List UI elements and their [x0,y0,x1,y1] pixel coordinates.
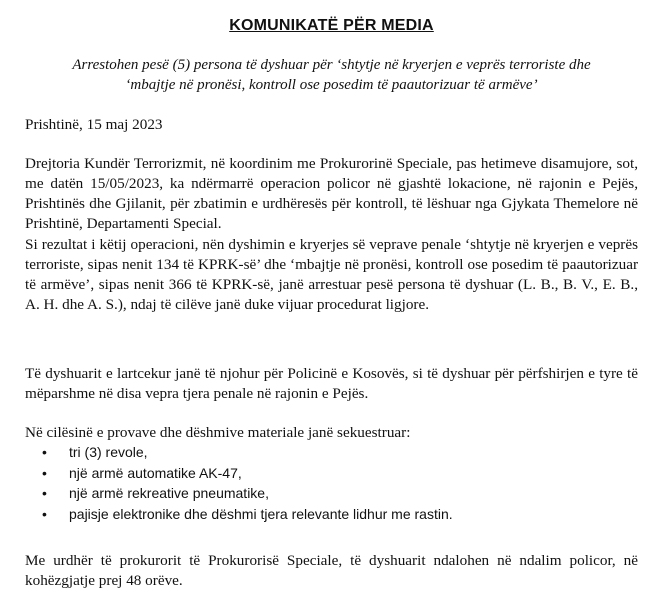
document-subtitle [40,55,623,95]
paragraph-suspects: Të dyshuarit e lartcekur janë të njohur për Policinë e Kosovës, si të dyshuar për përfshirjen e tyre të mëparshme në disa vepra tjera penale në rajonin e Pejës. [25,365,638,402]
list-item [42,483,453,504]
paragraph-detention: Me urdhër të prokurorit të Prokurorisë Speciale, të dyshuarit ndalohen në ndalim policor, në kohëzgjatje prej 48 orëve. [25,552,638,589]
bullet-icon: • [42,444,47,460]
date-line: Prishtinë, 15 maj 2023 [25,116,163,133]
bullet-icon: • [42,485,47,501]
list-item [42,504,453,525]
paragraph-evidence-intro: Në cilësinë e provave dhe dëshmive materiale janë sekuestruar: [25,424,411,441]
document-title: KOMUNIKATË PËR MEDIA [229,17,434,34]
subtitle-line-1: Arrestohen pesë (5) persona të dyshuar për ‘shtytje në kryerjen e veprës terroriste dhe [72,57,591,73]
list-item-text: pajisje elektronike dhe dëshmi tjera relevante lidhur me rastin. [69,505,453,522]
bullet-icon: • [42,464,47,481]
list-item-text: një armë rekreative pneumatike, [69,485,269,501]
list-item-text: një armë automatike AK-47, [69,464,242,481]
paragraph-arrests: Si rezultat i këtij operacioni, nën dyshimin e kryerjes së veprave penale ‘shtytje në kryerjen e veprës terroriste, sipas nenit 134 të KPRK-së’ dhe ‘mbajtje në pronësi, kontroll ose posedim të paautorizuar të armëve’, sipas nenit 366 të KPRK-së, janë arrestuar pesë persona të dyshuar (L. B., B. V., E. B., A. H. dhe A. S.), ndaj të cilëve janë duke vijuar procedurat ligjore. [25,236,638,313]
subtitle-line-2: ‘mbajtje në pronësi, kontroll ose posedim të paautorizuar të armëve’ [125,77,538,93]
list-item [42,442,453,463]
paragraph-operation: Drejtoria Kundër Terrorizmit, në koordinim me Prokurorinë Speciale, pas hetimeve disamujore, sot, me datën 15/05/2023, ka ndërmarrë operacion policor në gjashtë lokacione, në rajonin e Pejës, Prishtinës dhe Gjilanit, për zbatimin e urdhëresës për kontroll, të lëshuar nga Gjykata Themelore në Prishtinë, Departamenti Special. [25,155,638,232]
list-item [42,463,453,484]
bullet-icon: • [42,505,47,522]
list-item-text: tri (3) revole, [69,444,148,460]
seized-items-list [42,442,453,524]
